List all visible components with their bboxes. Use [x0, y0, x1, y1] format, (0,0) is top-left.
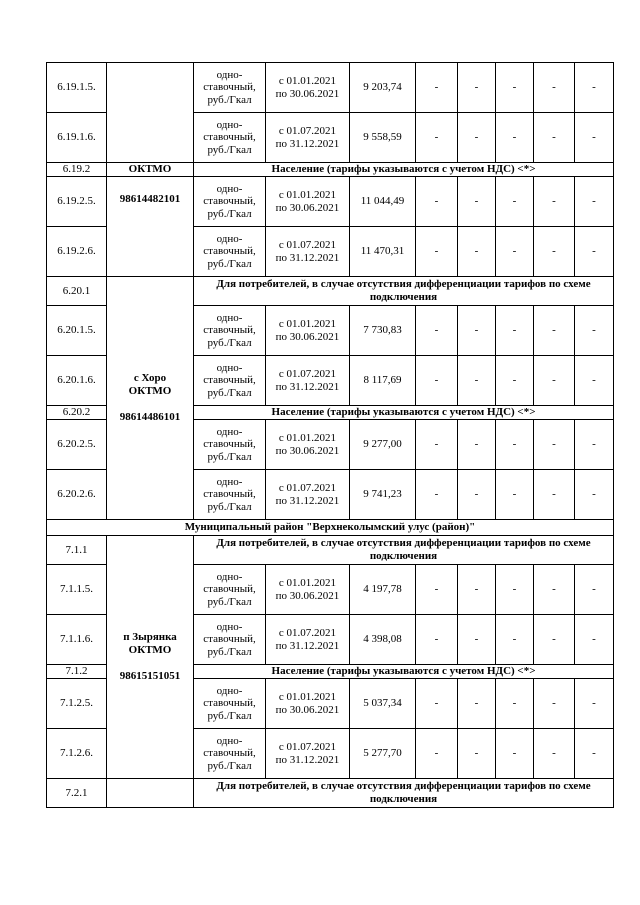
empty-value: -	[575, 420, 614, 470]
empty-value: -	[416, 565, 458, 615]
tariff-value: 9 203,74	[350, 63, 416, 113]
tariff-type: одно- ставочный, руб./Гкал	[194, 356, 266, 406]
row-code: 7.1.1.6.	[47, 615, 107, 665]
tariff-type: одно- ставочный, руб./Гкал	[194, 729, 266, 779]
tariff-table	[46, 62, 614, 808]
empty-value: -	[534, 113, 575, 163]
empty-value: -	[416, 63, 458, 113]
empty-value: -	[496, 113, 534, 163]
tariff-type: одно- ставочный, руб./Гкал	[194, 177, 266, 227]
empty-value: -	[458, 565, 496, 615]
location-cell	[107, 536, 194, 779]
empty-value: -	[575, 470, 614, 520]
row-code: 6.20.2.5.	[47, 420, 107, 470]
empty-value: -	[534, 679, 575, 729]
empty-value: -	[496, 177, 534, 227]
empty-value: -	[496, 356, 534, 406]
section-header: Население (тарифы указываются с учетом НДС) <*>	[194, 665, 614, 679]
tariff-period: с 01.07.2021 по 31.12.2021	[266, 356, 350, 406]
row-code: 6.20.1.5.	[47, 306, 107, 356]
empty-value: -	[575, 565, 614, 615]
empty-value: -	[575, 615, 614, 665]
row-code: 6.20.1	[47, 277, 107, 306]
empty-value: -	[534, 565, 575, 615]
empty-value: -	[534, 420, 575, 470]
oktmo-code: 98615151051	[119, 670, 181, 683]
tariff-period: с 01.01.2021 по 30.06.2021	[266, 177, 350, 227]
section-header: Для потребителей, в случае отсутствия дифференциации тарифов по схеме подключения	[194, 277, 614, 306]
empty-value: -	[458, 306, 496, 356]
section-header: Для потребителей, в случае отсутствия дифференциации тарифов по схеме подключения	[194, 779, 614, 808]
tariff-type: одно- ставочный, руб./Гкал	[194, 615, 266, 665]
tariff-period: с 01.01.2021 по 30.06.2021	[266, 679, 350, 729]
empty-value: -	[575, 356, 614, 406]
location-name: п Зырянка	[123, 631, 177, 644]
empty-value: -	[458, 113, 496, 163]
row-code: 6.19.2.6.	[47, 227, 107, 277]
tariff-period: с 01.07.2021 по 31.12.2021	[266, 113, 350, 163]
empty-value: -	[416, 356, 458, 406]
row-code: 7.1.1	[47, 536, 107, 565]
row-code: 6.20.2	[47, 406, 107, 420]
empty-value: -	[496, 306, 534, 356]
empty-value: -	[416, 729, 458, 779]
tariff-period: с 01.01.2021 по 30.06.2021	[266, 306, 350, 356]
empty-value: -	[496, 615, 534, 665]
section-header: Население (тарифы указываются с учетом НДС) <*>	[194, 406, 614, 420]
table-row	[47, 163, 614, 177]
oktmo-code: 98614482101	[107, 177, 194, 277]
empty-value: -	[534, 63, 575, 113]
empty-value: -	[496, 565, 534, 615]
empty-value: -	[458, 63, 496, 113]
location-cell	[107, 779, 194, 808]
tariff-period: с 01.07.2021 по 31.12.2021	[266, 227, 350, 277]
location-cell	[107, 63, 194, 163]
empty-value: -	[534, 729, 575, 779]
empty-value: -	[496, 729, 534, 779]
oktmo-label: ОКТМО	[107, 163, 194, 177]
row-code: 6.19.1.6.	[47, 113, 107, 163]
empty-value: -	[458, 420, 496, 470]
table-row	[47, 63, 614, 113]
tariff-type: одно- ставочный, руб./Гкал	[194, 565, 266, 615]
empty-value: -	[575, 227, 614, 277]
empty-value: -	[496, 420, 534, 470]
tariff-value: 9 277,00	[350, 420, 416, 470]
tariff-period: с 01.01.2021 по 30.06.2021	[266, 420, 350, 470]
empty-value: -	[458, 729, 496, 779]
tariff-value: 8 117,69	[350, 356, 416, 406]
tariff-value: 11 470,31	[350, 227, 416, 277]
tariff-value: 5 037,34	[350, 679, 416, 729]
tariff-period: с 01.01.2021 по 30.06.2021	[266, 565, 350, 615]
row-code: 7.1.2	[47, 665, 107, 679]
tariff-period: с 01.07.2021 по 31.12.2021	[266, 615, 350, 665]
empty-value: -	[534, 227, 575, 277]
empty-value: -	[458, 470, 496, 520]
oktmo-label: ОКТМО	[128, 384, 172, 397]
empty-value: -	[534, 306, 575, 356]
empty-value: -	[575, 177, 614, 227]
row-code: 7.1.2.6.	[47, 729, 107, 779]
row-code: 7.1.2.5.	[47, 679, 107, 729]
row-code: 6.19.2.5.	[47, 177, 107, 227]
empty-value: -	[534, 615, 575, 665]
empty-value: -	[575, 63, 614, 113]
row-code: 6.19.2	[47, 163, 107, 177]
table-row	[47, 520, 614, 536]
row-code: 6.20.2.6.	[47, 470, 107, 520]
tariff-type: одно- ставочный, руб./Гкал	[194, 63, 266, 113]
empty-value: -	[575, 679, 614, 729]
empty-value: -	[458, 227, 496, 277]
oktmo-label: ОКТМО	[128, 643, 172, 656]
tariff-period: с 01.07.2021 по 31.12.2021	[266, 729, 350, 779]
location-name: с Хоро	[133, 372, 167, 385]
empty-value: -	[416, 679, 458, 729]
empty-value: -	[458, 615, 496, 665]
empty-value: -	[458, 679, 496, 729]
tariff-type: одно- ставочный, руб./Гкал	[194, 470, 266, 520]
tariff-type: одно- ставочный, руб./Гкал	[194, 679, 266, 729]
tariff-value: 9 558,59	[350, 113, 416, 163]
empty-value: -	[496, 63, 534, 113]
empty-value: -	[575, 113, 614, 163]
tariff-type: одно- ставочный, руб./Гкал	[194, 420, 266, 470]
tariff-period: с 01.07.2021 по 31.12.2021	[266, 470, 350, 520]
tariff-value: 5 277,70	[350, 729, 416, 779]
empty-value: -	[534, 356, 575, 406]
empty-value: -	[496, 470, 534, 520]
tariff-value: 4 398,08	[350, 615, 416, 665]
empty-value: -	[416, 113, 458, 163]
table-row	[47, 779, 614, 808]
tariff-value: 7 730,83	[350, 306, 416, 356]
table-row	[47, 277, 614, 306]
empty-value: -	[575, 306, 614, 356]
district-title: Муниципальный район "Верхнеколымский улус (район)"	[47, 520, 614, 536]
section-header: Для потребителей, в случае отсутствия дифференциации тарифов по схеме подключения	[194, 536, 614, 565]
section-header: Население (тарифы указываются с учетом НДС) <*>	[194, 163, 614, 177]
empty-value: -	[458, 177, 496, 227]
tariff-value: 4 197,78	[350, 565, 416, 615]
tariff-type: одно- ставочный, руб./Гкал	[194, 227, 266, 277]
empty-value: -	[496, 227, 534, 277]
empty-value: -	[575, 729, 614, 779]
tariff-value: 9 741,23	[350, 470, 416, 520]
empty-value: -	[416, 470, 458, 520]
tariff-type: одно- ставочный, руб./Гкал	[194, 306, 266, 356]
row-code: 6.20.1.6.	[47, 356, 107, 406]
empty-value: -	[416, 227, 458, 277]
empty-value: -	[458, 356, 496, 406]
location-cell	[107, 277, 194, 520]
empty-value: -	[416, 420, 458, 470]
table-row	[47, 536, 614, 565]
table-row	[47, 177, 614, 227]
empty-value: -	[534, 177, 575, 227]
oktmo-code: 98614486101	[119, 411, 181, 424]
row-code: 6.19.1.5.	[47, 63, 107, 113]
empty-value: -	[496, 679, 534, 729]
row-code: 7.1.1.5.	[47, 565, 107, 615]
empty-value: -	[416, 615, 458, 665]
empty-value: -	[416, 306, 458, 356]
tariff-type: одно- ставочный, руб./Гкал	[194, 113, 266, 163]
tariff-value: 11 044,49	[350, 177, 416, 227]
tariff-period: с 01.01.2021 по 30.06.2021	[266, 63, 350, 113]
empty-value: -	[534, 470, 575, 520]
empty-value: -	[416, 177, 458, 227]
row-code: 7.2.1	[47, 779, 107, 808]
